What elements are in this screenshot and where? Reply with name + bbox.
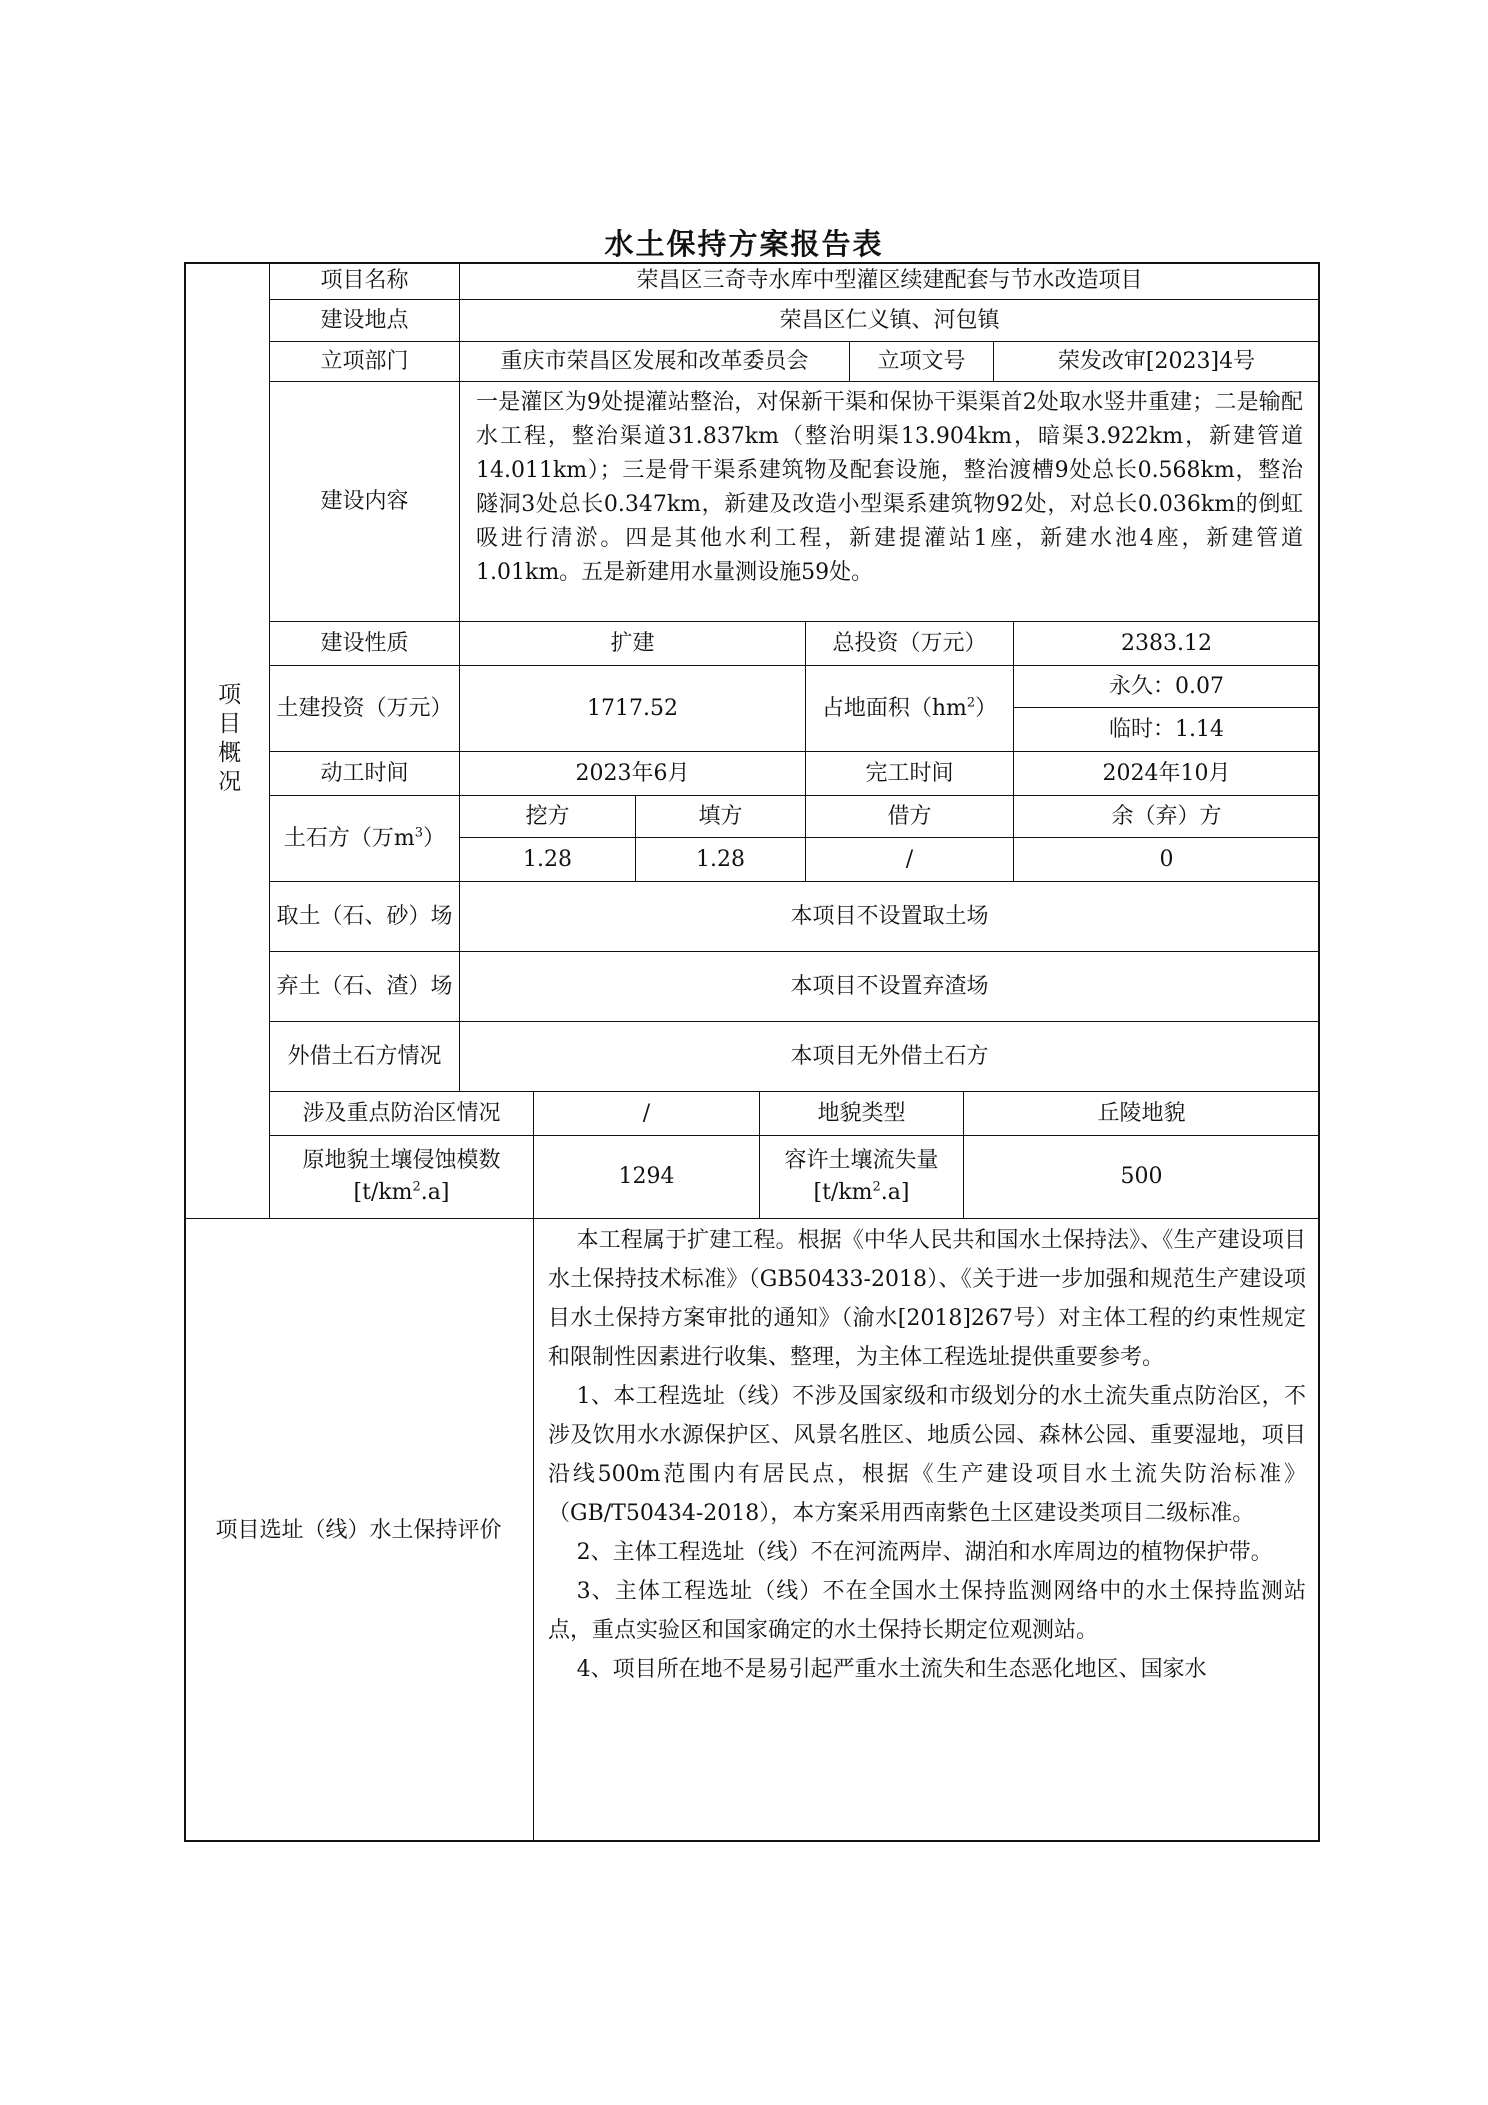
section-label-cell [184, 262, 270, 1219]
earthwork-value-cut: 1.28 [460, 838, 636, 882]
landform-value: 丘陵地貌 [964, 1092, 1320, 1136]
evaluation-paragraph: 1、本工程选址（线）不涉及国家级和市级划分的水土流失重点防治区，不涉及饮用水水源保护区、风景名胜区、地质公园、森林公园、重要湿地，项目沿线500m范围内有居民点，根据《生产建设项目水土流失防治标准》（GB/T50434-2018），本方案采用西南紫色土区建设类项目二级标准。 [548, 1384, 1306, 1526]
start-label: 动工时间 [270, 752, 460, 796]
borrow-site-label: 取土（石、砂）场 [270, 882, 460, 952]
earthwork-header-cut: 挖方 [460, 796, 636, 838]
approval-doc-label: 立项文号 [850, 342, 994, 382]
earthwork-label: 土石方（万$m^3$） [270, 796, 460, 882]
allow-loss-value: 500 [964, 1136, 1320, 1219]
nature-value: 扩建 [460, 622, 806, 666]
project-name-value: 荣昌区三奇寺水库中型灌区续建配套与节水改造项目 [460, 262, 1320, 300]
key-area-value: / [534, 1092, 760, 1136]
earthwork-value-spoil: 0 [1014, 838, 1320, 882]
earthwork-value-borrow: / [806, 838, 1014, 882]
area-temporary: 临时：1.14 [1014, 708, 1320, 752]
approval-dept-value: 重庆市荣昌区发展和改革委员会 [460, 342, 850, 382]
report-table [184, 262, 1320, 1842]
evaluation-paragraph: 2、主体工程选址（线）不在河流两岸、湖泊和水库周边的植物保护带。 [576, 1540, 1273, 1565]
content-value-cell [460, 382, 1320, 622]
allow-loss-label: 容许土壤流失量$[t/km^2.a]$ [760, 1136, 964, 1219]
civil-invest-value: 1717.52 [460, 666, 806, 752]
content-label: 建设内容 [270, 382, 460, 622]
civil-invest-label: 土建投资（万元） [270, 666, 460, 752]
start-value: 2023年6月 [460, 752, 806, 796]
project-name-label: 项目名称 [270, 262, 460, 300]
end-value: 2024年10月 [1014, 752, 1320, 796]
borrow-site-value: 本项目不设置取土场 [460, 882, 1320, 952]
evaluation-paragraph: 4、项目所在地不是易引起严重水土流失和生态恶化地区、国家水 [576, 1657, 1207, 1682]
external-borrow-label: 外借土石方情况 [270, 1022, 460, 1092]
approval-doc-value: 荣发改审[2023]4号 [994, 342, 1320, 382]
earthwork-value-fill: 1.28 [636, 838, 806, 882]
erosion-label: 原地貌土壤侵蚀模数$[t/km^2.a]$ [270, 1136, 534, 1219]
erosion-value: 1294 [534, 1136, 760, 1219]
key-area-label: 涉及重点防治区情况 [270, 1092, 534, 1136]
end-label: 完工时间 [806, 752, 1014, 796]
area-permanent: 永久：0.07 [1014, 666, 1320, 708]
spoil-site-label: 弃土（石、渣）场 [270, 952, 460, 1022]
total-invest-value: 2383.12 [1014, 622, 1320, 666]
earthwork-header-borrow: 借方 [806, 796, 1014, 838]
content-value: 一是灌区为9处提灌站整治，对保新干渠和保协干渠渠首2处取水竖井重建；二是输配水工程，整治渠道31.837km（整治明渠13.904km，暗渠3.922km，新建管道14.011km）；三是骨干渠系建筑物及配套设施，整治渡槽9处总长0.568km，整治隧洞3处总长0.347km，新建及改造小型渠系建筑物92处，对总长0.036km的倒虹吸进行清淤。四是其他水利工程，新建提灌站1座，新建水池4座，新建管道1.01km。五是新建用水量测设施59处。 [476, 390, 1303, 585]
approval-dept-label: 立项部门 [270, 342, 460, 382]
section-label: 项目概况 [214, 682, 241, 798]
area-label: 占地面积$(hm^2)$ [806, 666, 1014, 752]
location-value: 荣昌区仁义镇、河包镇 [460, 300, 1320, 342]
spoil-site-value: 本项目不设置弃渣场 [460, 952, 1320, 1022]
location-label: 建设地点 [270, 300, 460, 342]
earthwork-header-spoil: 余（弃）方 [1014, 796, 1320, 838]
nature-label: 建设性质 [270, 622, 460, 666]
external-borrow-value: 本项目无外借土石方 [460, 1022, 1320, 1092]
earthwork-header-fill: 填方 [636, 796, 806, 838]
document-title: 水土保持方案报告表 [604, 227, 884, 261]
landform-label: 地貌类型 [760, 1092, 964, 1136]
evaluation-label: 项目选址（线）水土保持评价 [184, 1219, 534, 1842]
evaluation-paragraph: 3、主体工程选址（线）不在全国水土保持监测网络中的水土保持监测站点，重点实验区和国家确定的水土保持长期定位观测站。 [548, 1579, 1306, 1643]
total-invest-label: 总投资（万元） [806, 622, 1014, 666]
evaluation-paragraph: 本工程属于扩建工程。根据《中华人民共和国水土保持法》、《生产建设项目水土保持技术标准》（GB50433-2018）、《关于进一步加强和规范生产建设项目水土保持方案审批的通知》（渝水[2018]267号）对主体工程的约束性规定和限制性因素进行收集、整理，为主体工程选址提供重要参考。 [548, 1228, 1306, 1370]
evaluation-text [534, 1219, 1320, 1842]
